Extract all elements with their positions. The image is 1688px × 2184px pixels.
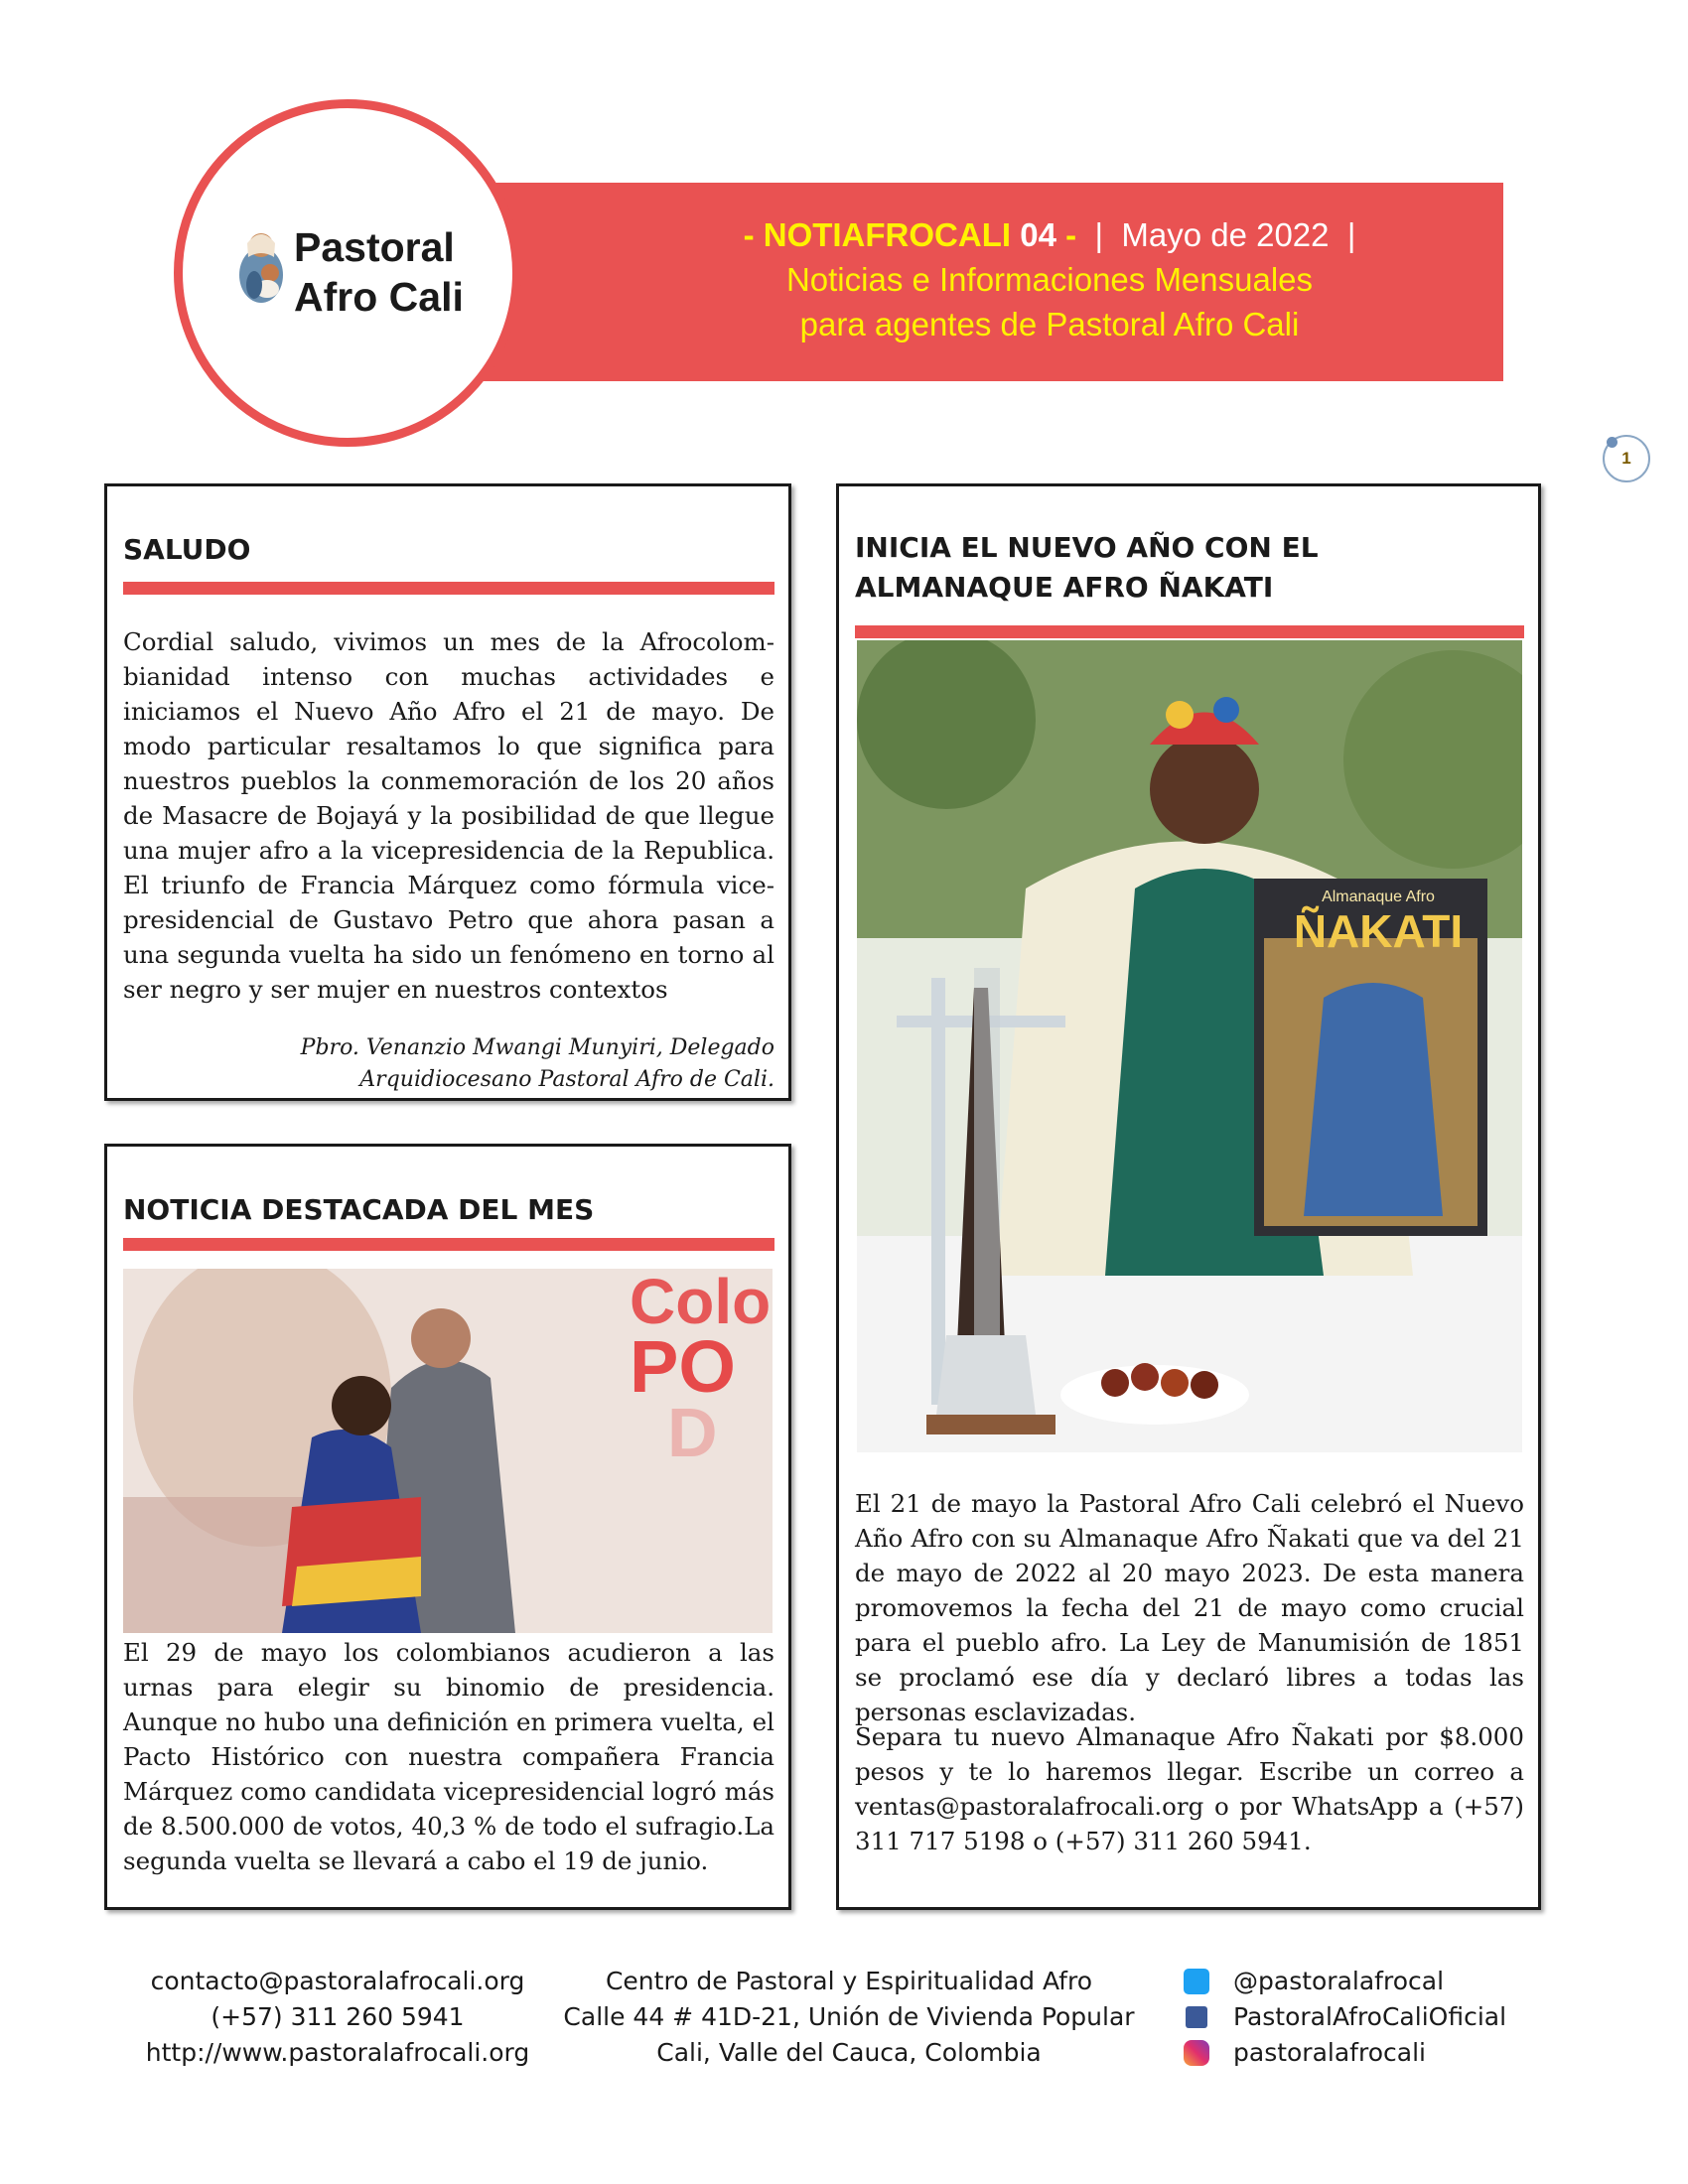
logo-text: [294, 222, 464, 322]
facebook-icon: [1186, 2006, 1207, 2028]
banner-title-line: [596, 212, 1503, 257]
footer-website[interactable]: http://www.pastoralafrocali.org: [145, 2038, 530, 2067]
poster-line3: D: [667, 1394, 718, 1471]
signature-line1: Pbro. Venanzio Mwangi Munyiri, Delegado: [300, 1035, 774, 1060]
calendar-title: ÑAKATI: [1293, 905, 1464, 957]
twitter-handle: @pastoralafrocal: [1233, 1967, 1445, 1995]
poster-line1: Colo: [630, 1269, 772, 1337]
twitter-row[interactable]: [1184, 1964, 1581, 1999]
logo-line1: Pastoral: [294, 224, 455, 270]
almanaque-title-rule: [855, 625, 1524, 638]
saludo-body: Cordial saludo, vivimos un mes de la Afrocolombianidad intenso con muchas actividades e iniciamos el Nuevo Año Afro el 21 de mayo. De modo particular resaltamos lo que significa para nuestros pueblos la conmemoración de los 20 años de Masacre de Bojayá y la posibilidad de que llegue una mujer afro a la vicepresidencia de la Republica. El triunfo de Francia Márquez como fórmula vicepresidencial de Gustavo Petro que ahora pasan a una segunda vuelta ha sido un fenómeno en torno al ser negro y ser mujer en nuestros contextos: [123, 627, 774, 1004]
footer-center-name: Centro de Pastoral y Espiritualidad Afro: [605, 1967, 1093, 1995]
almanaque-body-1: El 21 de mayo la Pastoral Afro Cali celebró el Nuevo Año Afro con su Almanaque Afro Ñakati que va del 21 de mayo de 2022 al 20 mayo 2023. De esta manera promovemos la fecha del 21 de mayo como crucial para el pueblo afro. La Ley de Manumisión de 1851 se proclamó ese día y declaró libres a todas las personas esclavizadas.: [855, 1489, 1524, 1726]
banner-text: [596, 212, 1503, 346]
madonna-child-icon: [234, 227, 292, 305]
twitter-icon: [1184, 1969, 1209, 1994]
footer-phone: (+57) 311 260 5941: [211, 2002, 465, 2031]
saludo-title: SALUDO: [123, 533, 251, 566]
issue-number: 04: [1020, 216, 1056, 253]
almanaque-photo-art: [857, 640, 1522, 1452]
almanaque-photo: [857, 640, 1522, 1452]
poster-lettering: [630, 1269, 772, 1471]
instagram-row[interactable]: [1184, 2035, 1581, 2071]
noticia-body: El 29 de mayo los colombianos acudieron a las urnas para elegir su binomio de presidencia. Aunque no hubo una definición en primera vuelta, el Pacto Histórico con nuestra compañera Francia Márquez como candidata vicepresidencial logró más de 8.500.000 de votos, 40,3 % de todo el sufragio.La segunda vuelta se llevará a cabo el 19 de junio.: [123, 1638, 774, 1875]
footer-city: Cali, Valle del Cauca, Colombia: [656, 2038, 1042, 2067]
facebook-handle: PastoralAfroCaliOficial: [1233, 2002, 1507, 2031]
saludo-title-rule: [123, 582, 774, 595]
facebook-row[interactable]: [1184, 1999, 1581, 2035]
instagram-handle: pastoralafrocali: [1233, 2038, 1426, 2067]
almanaque-section: [836, 483, 1541, 1910]
noticia-title-rule: [123, 1238, 774, 1251]
issue-date: | Mayo de 2022 |: [1076, 216, 1356, 253]
noticia-section: [104, 1144, 791, 1910]
calendar-kicker: Almanaque Afro: [1322, 888, 1435, 905]
instagram-icon: [1184, 2040, 1209, 2066]
page-number: [1603, 435, 1650, 482]
header-banner: [457, 183, 1503, 381]
newsletter-name: - NOTIAFROCALI: [743, 216, 1021, 253]
signature-line2: Arquidiocesano Pastoral Afro de Cali.: [359, 1067, 774, 1092]
footer-email[interactable]: contacto@pastoralafrocali.org: [150, 1967, 525, 1995]
noticia-photo: [123, 1269, 773, 1633]
saludo-signature: [123, 1032, 774, 1096]
logo-circle: [174, 99, 521, 447]
almanaque-title: INICIA EL NUEVO AÑO CON EL ALMANAQUE AFRO ÑAKATI: [855, 531, 1319, 604]
footer-address: [556, 1964, 1142, 2071]
page-marker-dot: [1607, 437, 1618, 448]
subtitle-line1: Noticias e Informaciones Mensuales: [785, 261, 1314, 298]
almanaque-body-2: Separa tu nuevo Almanaque Afro Ñakati por $8.000 pesos y te lo haremos llegar. Escribe un correo a ventas@pastoralafrocali.org o por WhatsApp a (+57) 311 717 5198 o (+57) 311 260 5941.: [855, 1722, 1524, 1855]
logo-line2: Afro Cali: [294, 274, 464, 320]
footer-street: Calle 44 # 41D-21, Unión de Vivienda Popular: [563, 2002, 1135, 2031]
saludo-section: [104, 483, 791, 1101]
noticia-title: NOTICIA DESTACADA DEL MES: [123, 1193, 595, 1226]
subtitle-line2: para agentes de Pastoral Afro Cali: [799, 306, 1300, 342]
page-number-text: 1: [1621, 449, 1631, 468]
footer-social: [1184, 1964, 1581, 2071]
newsletter-name-suffix: -: [1055, 216, 1077, 253]
footer-contact: [119, 1964, 556, 2071]
poster-line2: PO: [630, 1325, 736, 1408]
calendar-cover-text: [1274, 888, 1482, 956]
